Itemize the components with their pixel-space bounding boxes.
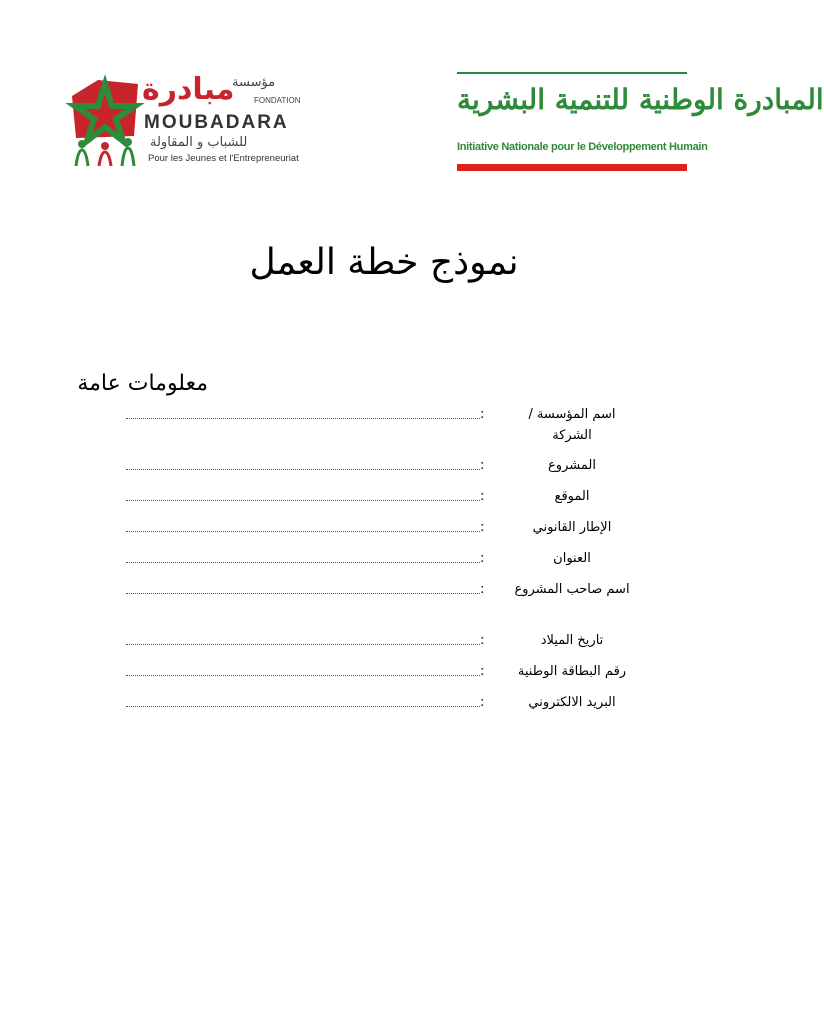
field-label: رقم البطاقة الوطنية — [517, 664, 627, 679]
field-dotted-line — [126, 644, 480, 645]
moubadara-emblem-icon — [68, 74, 142, 166]
field-dotted-line — [126, 562, 480, 563]
field-colon: : — [480, 407, 485, 422]
moubadara-arabic-subtitle: للشباب و المقاولة — [150, 135, 248, 150]
moubadara-arabic-foundation: مؤسسة — [232, 75, 276, 90]
indh-arabic-name: المبادرة الوطنية للتنمية البشرية — [457, 83, 824, 116]
indh-logo — [457, 72, 824, 172]
field-dotted-line — [126, 469, 480, 470]
moubadara-french-foundation: FONDATION — [254, 96, 301, 105]
moubadara-arabic-name: مبادرة — [142, 72, 235, 107]
field-colon: : — [480, 695, 485, 710]
form-row — [0, 404, 768, 444]
field-colon: : — [480, 582, 485, 597]
field-label: اسم صاحب المشروع — [514, 582, 630, 597]
field-colon: : — [480, 664, 485, 679]
form-row — [0, 692, 768, 732]
field-colon: : — [480, 489, 485, 504]
field-label: اسم المؤسسة / الشركة — [528, 407, 616, 443]
field-label: تاريخ الميلاد — [540, 633, 604, 648]
field-colon: : — [480, 551, 485, 566]
field-colon: : — [480, 458, 485, 473]
field-label: الموقع — [554, 489, 590, 504]
moubadara-french-subtitle: Pour les Jeunes et l'Entrepreneuriat — [148, 153, 299, 164]
field-label: المشروع — [548, 458, 596, 473]
indh-top-line — [457, 72, 687, 74]
field-label: العنوان — [553, 551, 591, 566]
form-row — [0, 579, 768, 619]
field-colon: : — [480, 633, 485, 648]
field-dotted-line — [126, 500, 480, 501]
section-title: معلومات عامة — [77, 371, 208, 396]
moubadara-latin-name: MOUBADARA — [144, 112, 289, 133]
indh-red-bar — [457, 164, 687, 171]
field-dotted-line — [126, 675, 480, 676]
moubadara-logo — [68, 72, 310, 168]
field-dotted-line — [126, 531, 480, 532]
field-label: الإطار القانوني — [532, 520, 612, 535]
indh-french-name: Initiative Nationale pour le Développement Humain — [457, 141, 708, 153]
field-colon: : — [480, 520, 485, 535]
field-label: البريد الالكتروني — [528, 695, 616, 710]
document-title: نموذج خطة العمل — [249, 242, 519, 283]
field-dotted-line — [126, 593, 480, 594]
field-dotted-line — [126, 418, 480, 419]
field-dotted-line — [126, 706, 480, 707]
